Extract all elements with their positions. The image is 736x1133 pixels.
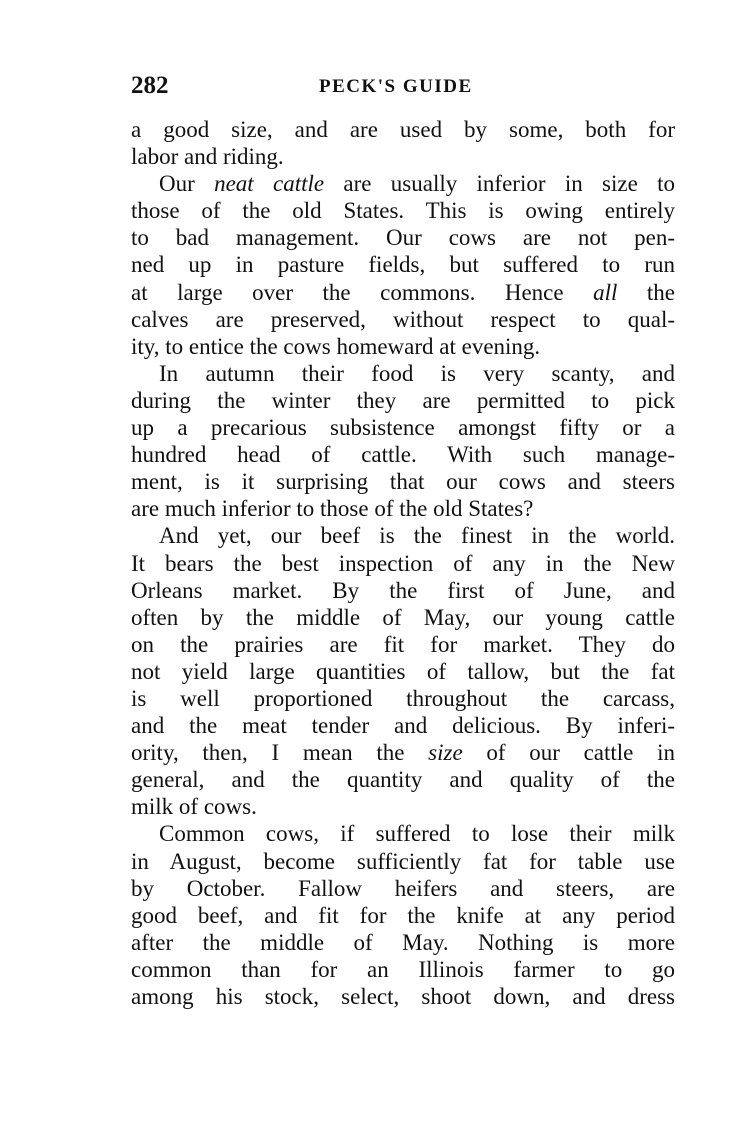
book-page bbox=[131, 72, 675, 1010]
text-run: of our cattle in bbox=[462, 740, 675, 766]
italic-phrase: neat cattle bbox=[214, 171, 325, 197]
text-line: after the middle of May. Nothing is more bbox=[131, 929, 675, 955]
text-line: during the winter they are permitted to pick bbox=[131, 387, 675, 413]
text-line: is well proportioned throughout the carcass, bbox=[131, 685, 675, 711]
body-text bbox=[131, 116, 675, 1010]
text-line: ned up in pasture fields, but suffered to run bbox=[131, 252, 675, 278]
text-line: general, and the quantity and quality of the bbox=[131, 767, 675, 793]
text-line: by October. Fallow heifers and steers, are bbox=[131, 875, 675, 901]
text-line: ity, to entice the cows homeward at evening. bbox=[131, 333, 541, 359]
text-line: And yet, our beef is the finest in the world. bbox=[159, 523, 675, 549]
italic-phrase: all bbox=[593, 279, 618, 305]
text-line: ment, is it surprising that our cows and steers bbox=[131, 469, 675, 495]
text-line: Common cows, if suffered to lose their milk bbox=[159, 821, 675, 847]
running-head bbox=[131, 72, 675, 104]
text-run: the bbox=[617, 279, 675, 305]
text-line: hundred head of cattle. With such manage- bbox=[131, 442, 675, 468]
text-line: to bad management. Our cows are not pen- bbox=[131, 225, 675, 251]
text-line: good beef, and fit for the knife at any period bbox=[131, 902, 675, 928]
text-line: common than for an Illinois farmer to go bbox=[131, 956, 675, 982]
text-line: calves are preserved, without respect to qual- bbox=[131, 306, 675, 332]
text-line: often by the middle of May, our young cattle bbox=[131, 604, 675, 630]
text-run: ority, then, I mean the bbox=[131, 740, 429, 766]
text-line: a good size, and are used by some, both for bbox=[131, 117, 675, 142]
text-line: are much inferior to those of the old States? bbox=[131, 496, 534, 522]
text-line: labor and riding. bbox=[131, 144, 284, 170]
text-line: among his stock, select, shoot down, and dress bbox=[131, 984, 675, 1009]
page-number: 282 bbox=[131, 72, 169, 99]
text-line: in August, become sufficiently fat for table use bbox=[131, 848, 675, 874]
text-line: and the meat tender and delicious. By inferi- bbox=[131, 713, 675, 739]
text-line: not yield large quantities of tallow, but the fat bbox=[131, 658, 675, 684]
italic-phrase: size bbox=[428, 740, 463, 766]
text-run: at large over the commons. Hence bbox=[131, 279, 594, 305]
text-line bbox=[131, 739, 675, 766]
text-line: Orleans market. By the first of June, and bbox=[131, 577, 675, 603]
text-line bbox=[131, 170, 675, 197]
text-line: on the prairies are fit for market. They do bbox=[131, 631, 675, 657]
text-line: milk of cows. bbox=[131, 794, 257, 820]
text-line: up a precarious subsistence amongst fifty or a bbox=[131, 415, 675, 441]
running-title: PECK'S GUIDE bbox=[319, 76, 473, 97]
text-line: It bears the best inspection of any in the New bbox=[131, 550, 675, 576]
text-line: In autumn their food is very scanty, and bbox=[159, 360, 675, 386]
text-line bbox=[131, 279, 675, 306]
text-run: are usually inferior in size to bbox=[324, 171, 675, 197]
text-run: Our bbox=[159, 171, 215, 197]
text-line: those of the old States. This is owing entirely bbox=[131, 198, 675, 224]
